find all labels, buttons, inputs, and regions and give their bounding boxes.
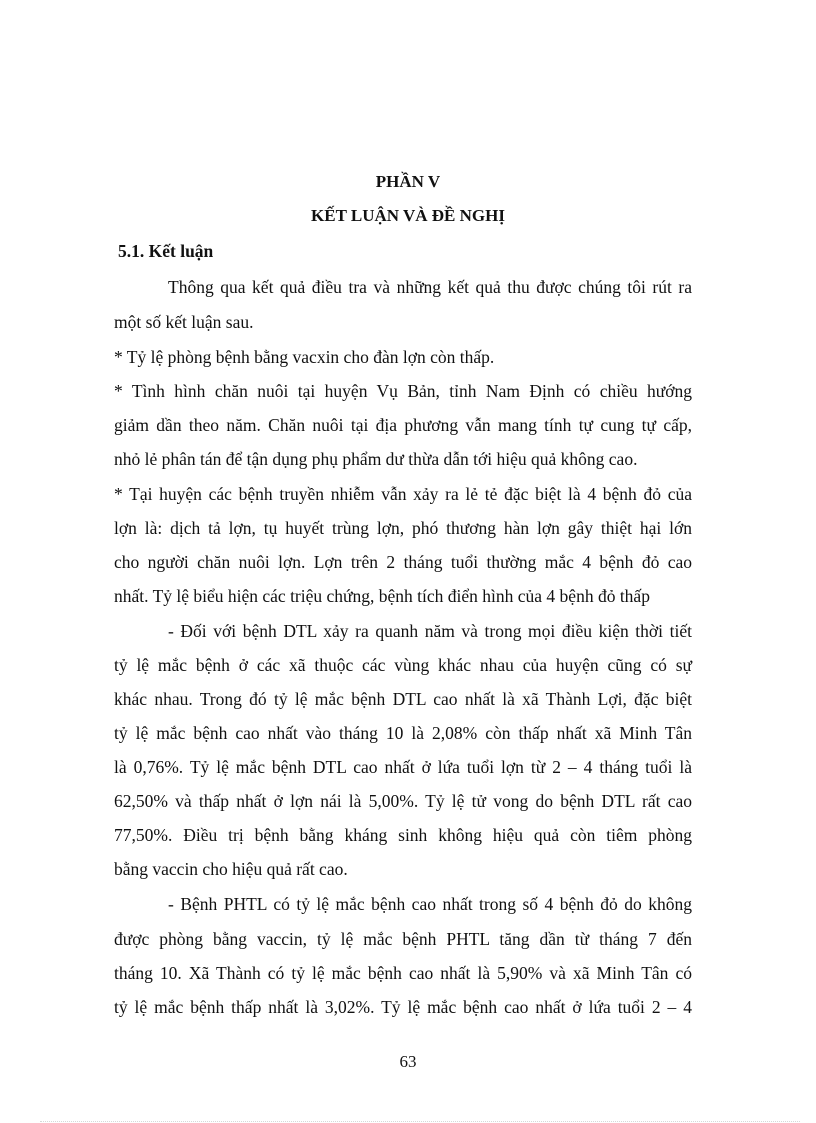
text-line: lợn là: dịch tả lợn, tụ huyết trùng lợn, phó thương hàn lợn gây thiệt hại lớn [114, 518, 692, 538]
text-line: là 0,76%. Tỷ lệ mắc bệnh DTL cao nhất ở lứa tuổi lợn từ 2 – 4 tháng tuổi là [114, 757, 692, 777]
text-line: tỷ lệ mắc bệnh cao nhất vào tháng 10 là 2,08% còn thấp nhất xã Minh Tân [114, 723, 692, 743]
text-line: nhỏ lẻ phân tán để tận dụng phụ phẩm dư thừa dẫn tới hiệu quả không cao. [114, 449, 638, 469]
bottom-divider [40, 1121, 800, 1122]
text-line: cho người chăn nuôi lợn. Lợn trên 2 tháng tuổi thường mắc 4 bệnh đỏ cao [114, 552, 692, 572]
text-line: bằng vaccin cho hiệu quả rất cao. [114, 859, 348, 879]
text-line: * Tại huyện các bệnh truyền nhiễm vẫn xảy ra lẻ tẻ đặc biệt là 4 bệnh đỏ của [114, 484, 692, 504]
section-heading: 5.1. Kết luận [118, 241, 214, 261]
text-line: Thông qua kết quả điều tra và những kết quả thu được chúng tôi rút ra [168, 277, 692, 297]
text-line: * Tình hình chăn nuôi tại huyện Vụ Bản, tỉnh Nam Định có chiều hướng [114, 381, 692, 401]
text-line: nhất. Tỷ lệ biểu hiện các triệu chứng, bệnh tích điển hình của 4 bệnh đỏ thấp [114, 586, 650, 606]
page-number: 63 [399, 1052, 417, 1071]
text-line: giảm dần theo năm. Chăn nuôi tại địa phương vẫn mang tính tự cung tự cấp, [114, 415, 692, 435]
part-title: PHẦN V [375, 172, 441, 191]
text-line: một số kết luận sau. [114, 312, 254, 332]
text-line: tỷ lệ mắc bệnh ở các xã thuộc các vùng khác nhau của huyện cũng có sự [114, 655, 692, 675]
text-line: khác nhau. Trong đó tỷ lệ mắc bệnh DTL cao nhất là xã Thành Lợi, đặc biệt [114, 689, 692, 709]
text-line: được phòng bằng vaccin, tỷ lệ mắc bệnh PHTL tăng dần từ tháng 7 đến [114, 929, 692, 949]
text-line: * Tỷ lệ phòng bệnh bằng vacxin cho đàn lợn còn thấp. [114, 347, 495, 367]
text-line: - Bệnh PHTL có tỷ lệ mắc bệnh cao nhất trong số 4 bệnh đỏ do không [168, 894, 692, 914]
chapter-title: KẾT LUẬN VÀ ĐỀ NGHỊ [311, 206, 505, 225]
text-line: 77,50%. Điều trị bệnh bằng kháng sinh không hiệu quả còn tiêm phòng [114, 825, 692, 845]
text-line: - Đối với bệnh DTL xảy ra quanh năm và trong mọi điều kiện thời tiết [168, 621, 692, 641]
text-line: tháng 10. Xã Thành có tỷ lệ mắc bệnh cao nhất là 5,90% và xã Minh Tân có [114, 963, 692, 983]
text-line: tỷ lệ mắc bệnh thấp nhất là 3,02%. Tỷ lệ mắc bệnh cao nhất ở lứa tuổi 2 – 4 [114, 997, 692, 1017]
text-line: 62,50% và thấp nhất ở lợn nái là 5,00%. Tỷ lệ tử vong do bệnh DTL rất cao [114, 791, 692, 811]
